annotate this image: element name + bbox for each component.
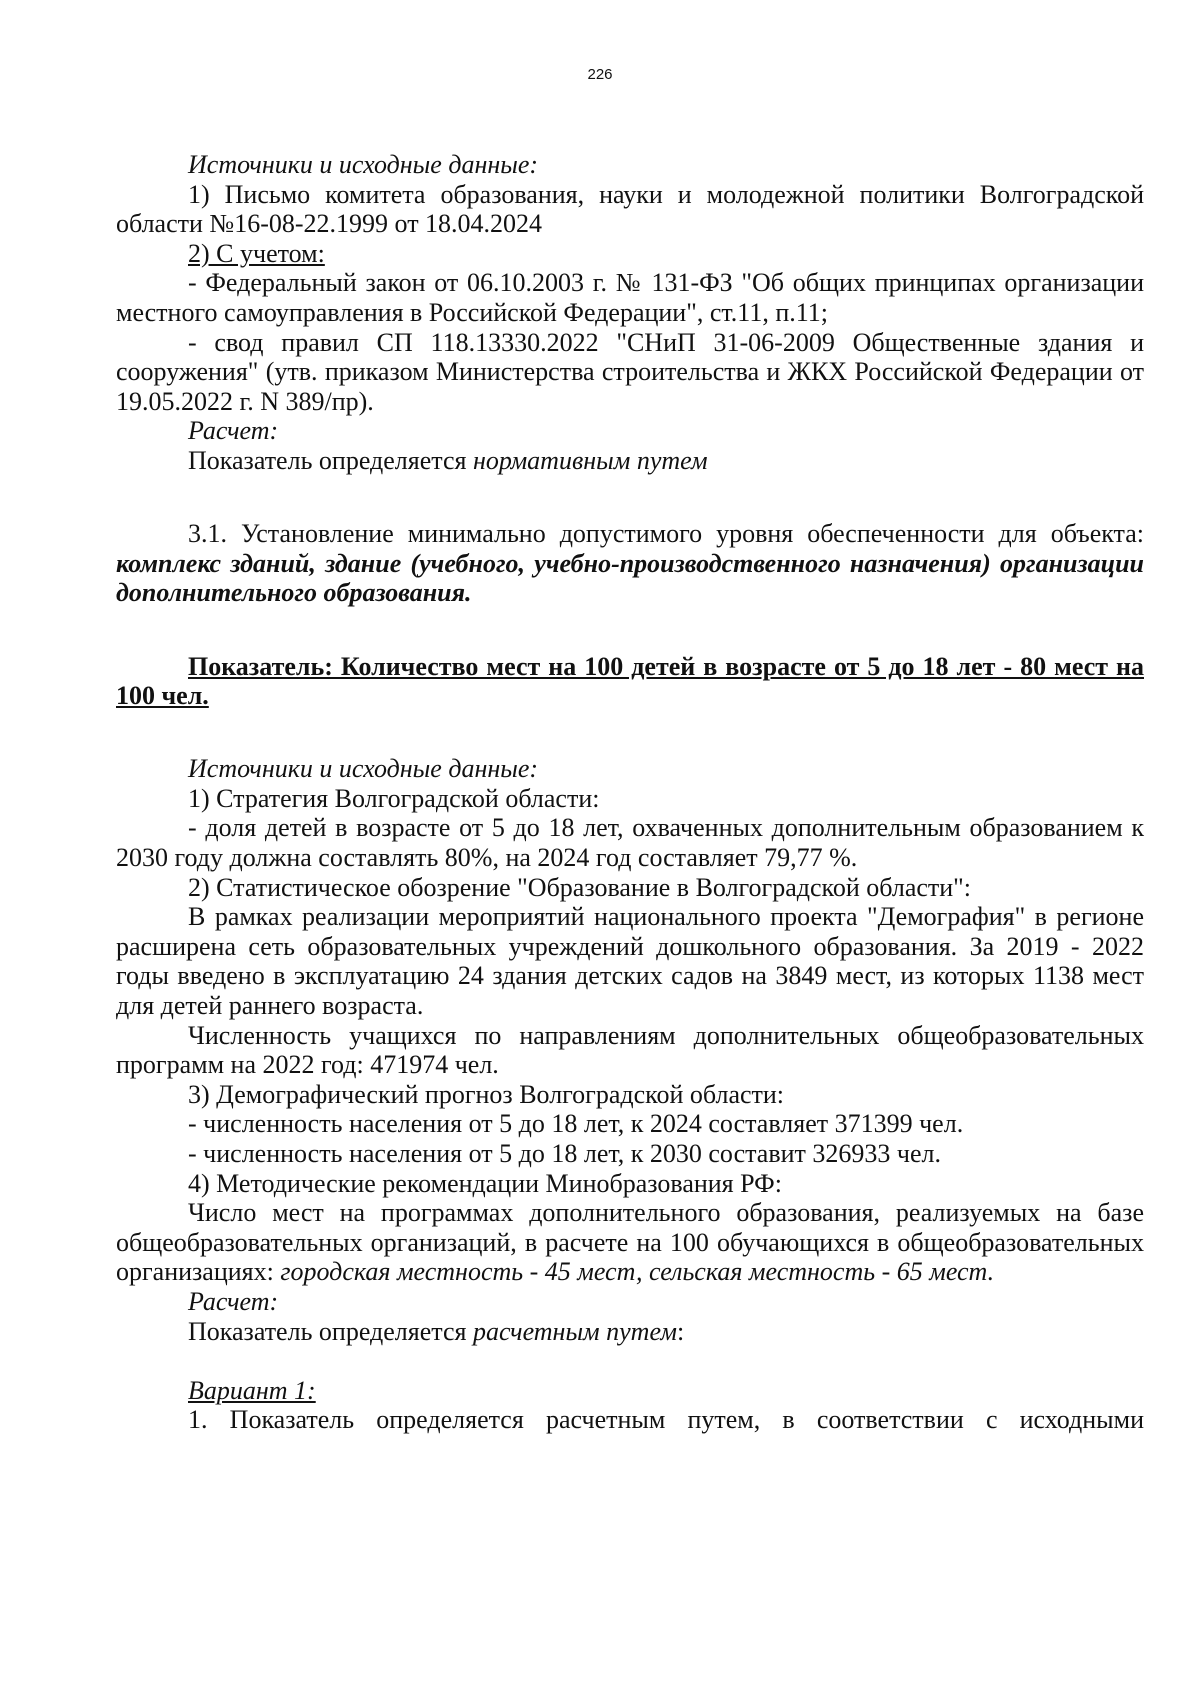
spacer: [116, 505, 1144, 519]
indicator-statement: Показатель: Количество мест на 100 детей в возрасте от 5 до 18 лет - 80 мест на 100 чел.: [116, 651, 1144, 711]
variant-heading: Вариант 1:: [188, 1375, 316, 1405]
calc-heading: Расчет:: [188, 416, 279, 446]
recommendations-text: Число мест на программах дополнительного образования, реализуемых на базе общеобразовательных организаций, в расчете на 100 обучающихся в общеобразовательных организациях:: [116, 1198, 1144, 1287]
section-heading: [116, 519, 1144, 608]
source-demography: 3) Демографический прогноз Волгоградской области:: [188, 1079, 785, 1109]
source-statistics: 2) Статистическое обозрение "Образование в Волгоградской области":: [188, 872, 972, 902]
page-number: 226: [587, 66, 613, 83]
calc-suffix-2: :: [676, 1316, 685, 1346]
calc-method-2: расчетным путем: [472, 1316, 677, 1346]
calc-method: нормативным путем: [472, 445, 708, 475]
spacer: [116, 608, 1144, 638]
source-demography-2024: - численность населения от 5 до 18 лет, к 2024 составляет 371399 чел.: [188, 1109, 964, 1139]
calc-heading-2: Расчет:: [188, 1286, 279, 1316]
recommendations-norms: городская местность - 45 мест, сельская местность - 65 мест.: [280, 1257, 995, 1287]
source-item-1: 1) Письмо комитета образования, науки и молодежной политики Волгоградской области №16-08-22.1999 от 18.04.2024: [116, 179, 1144, 239]
spacer: [116, 740, 1144, 754]
source-item-2-rules: - свод правил СП 118.13330.2022 "СНиП 31-06-2009 Общественные здания и сооружения" (утв. приказом Министерства строительства и ЖКХ Российской Федерации от 19.05.2022 г. N 389/пр).: [116, 327, 1144, 416]
sources-heading: Источники и исходные данные:: [188, 150, 539, 179]
source-strategy-detail: - доля детей в возрасте от 5 до 18 лет, охваченных дополнительным образованием к 2030 году должна составлять 80%, на 2024 год составляет 79,77 %.: [116, 813, 1144, 873]
source-item-2-law: - Федеральный закон от 06.10.2003 г. № 131-ФЗ "Об общих принципах организации местного самоуправления в Российской Федерации", ст.11, п.11;: [116, 268, 1144, 327]
source-statistics-students: Численность учащихся по направлениям дополнительных общеобразовательных программ на 2022 год: 471974 чел.: [116, 1020, 1144, 1080]
source-strategy: 1) Стратегия Волгоградской области:: [188, 783, 600, 813]
source-item-2-label: 2) С учетом:: [188, 238, 325, 268]
source-demography-2030: - численность населения от 5 до 18 лет, к 2030 составит 326933 чел.: [188, 1139, 941, 1168]
spacer: [116, 1346, 1144, 1376]
source-statistics-detail: В рамках реализации мероприятий национального проекта "Демография" в регионе расширена сеть образовательных учреждений дошкольного образования. За 2019 - 2022 годы введено в эксплуатацию 24 здания детских садов на 3849 мест, из которых 1138 мест для детей раннего возраста.: [116, 902, 1144, 1021]
calc-prefix-2: Показатель определяется: [188, 1316, 473, 1346]
source-recommendations-detail: [116, 1198, 1144, 1287]
calc-prefix: Показатель определяется: [188, 445, 473, 475]
section-object: комплекс зданий, здание (учебного, учебно-производственного назначения) организации дополнительного образования.: [116, 548, 1144, 608]
calc-line-2: [116, 1317, 1144, 1347]
sources-heading-2: Источники и исходные данные:: [188, 754, 539, 784]
spacer: [116, 638, 1144, 652]
calc-line: [116, 446, 1144, 476]
spacer: [116, 476, 1144, 506]
document-body: [116, 150, 1144, 1435]
spacer: [116, 711, 1144, 741]
source-recommendations: 4) Методические рекомендации Минобразования РФ:: [188, 1168, 782, 1198]
section-intro: 3.1. Установление минимально допустимого уровня обеспеченности для объекта:: [188, 519, 1144, 549]
variant-text: 1. Показатель определяется расчетным путем, в соответствии с исходными: [188, 1405, 1144, 1435]
